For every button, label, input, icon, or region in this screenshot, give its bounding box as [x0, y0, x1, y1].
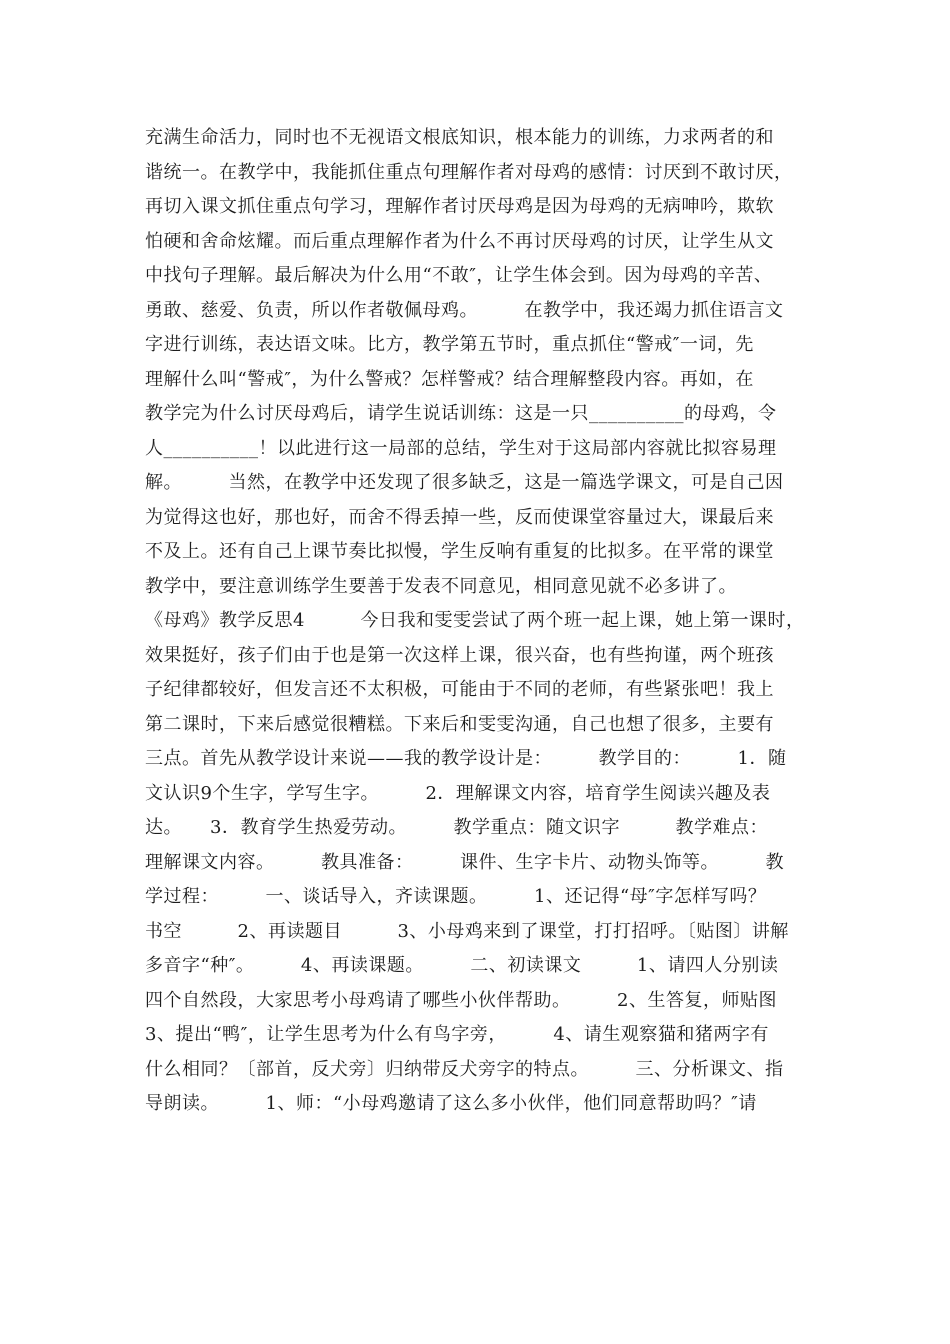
- text-line: 子纪律都较好，但发言还不太积极，可能由于不同的老师，有些紧张吧！我上: [145, 679, 774, 700]
- text-line: 第二课时，下来后感觉很糟糕。下来后和雯雯沟通，自己也想了很多，主要有: [145, 713, 774, 735]
- text-line: 中找句子理解。最后解决为什么用“不敢″，让学生体会到。因为母鸡的辛苦、: [145, 265, 773, 286]
- text-line: 三点。首先从教学设计来说——我的教学设计是： 教学目的： 1．随: [145, 748, 787, 769]
- text-line: 谐统一。在教学中，我能抓住重点句理解作者对母鸡的感情：讨厌到不敢讨厌，: [145, 161, 793, 183]
- text-line: 学过程： 一、谈话导入，齐读课题。 1、还记得“母″字怎样写吗？: [145, 886, 767, 907]
- body-text: [145, 121, 810, 1122]
- text-line: 解。 当然，在教学中还发现了很多缺乏，这是一篇选学课文，可是自己因: [145, 472, 784, 493]
- text-line: 四个自然段，大家思考小母鸡请了哪些小伙伴帮助。 2、生答复，师贴图: [145, 989, 777, 1011]
- text-line: 教学完为什么讨厌母鸡后，请学生说话训练：这是一只__________的母鸡，令: [145, 403, 777, 424]
- text-line: 理解什么叫“警戒″，为什么警戒？怎样警戒？结合理解整段内容。再如，在: [145, 368, 754, 390]
- text-line: 教学中，要注意训练学生要善于发表不同意见，相同意见就不必多讲了。: [145, 575, 737, 597]
- text-line: 《母鸡》教学反思4 今日我和雯雯尝试了两个班一起上课，她上第一课时，: [145, 610, 805, 631]
- text-line: 为觉得这也好，那也好，而舍不得丢掉一些，反而使课堂容量过大，课最后来: [145, 506, 774, 528]
- text-line: 什么相同？〔部首，反犬旁〕归纳带反犬旁字的特点。 三、分析课文、指: [145, 1058, 784, 1080]
- text-line: 人__________！以此进行这一局部的总结，学生对于这局部内容就比拟容易理: [145, 437, 777, 459]
- text-line: 怕硬和舍命炫耀。而后重点理解作者为什么不再讨厌母鸡的讨厌，让学生从文: [145, 230, 774, 252]
- text-line: 效果挺好，孩子们由于也是第一次这样上课，很兴奋，也有些拘谨，两个班孩: [145, 644, 774, 666]
- text-line: 不及上。还有自己上课节奏比拟慢，学生反响有重复的比拟多。在平常的课堂: [145, 541, 774, 562]
- text-line: 书空 2、再读题目 3、小母鸡来到了课堂，打打招呼。〔贴图〕讲解: [145, 920, 789, 942]
- text-line: 3、提出“鸭″，让学生思考为什么有鸟字旁， 4、请生观察猫和猪两字有: [145, 1024, 769, 1045]
- text-line: 理解课文内容。 教具准备： 课件、生字卡片、动物头饰等。 教: [145, 851, 784, 873]
- text-line: 勇敢、慈爱、负责，所以作者敬佩母鸡。 在教学中，我还竭力抓住语言文: [145, 299, 784, 321]
- text-line: 充满生命活力，同时也不无视语文根底知识，根本能力的训练，力求两者的和: [145, 127, 774, 148]
- text-line: 再切入课文抓住重点句学习，理解作者讨厌母鸡是因为母鸡的无病呻吟，欺软: [145, 196, 774, 217]
- text-line: 文认识9个生字，学写生字。 2．理解课文内容，培育学生阅读兴趣及表: [145, 782, 771, 804]
- text-line: 达。 3．教育学生热爱劳动。 教学重点：随文识字 教学难点：: [145, 817, 768, 838]
- text-line: 导朗读。 1、师：“小母鸡邀请了这么多小伙伴，他们同意帮助吗？″请: [145, 1093, 757, 1114]
- text-line: 多音字“种″。 4、再读课题。 二、初读课文 1、请四人分别读: [145, 955, 779, 976]
- text-line: 字进行训练，表达语文味。比方，教学第五节时，重点抓住“警戒″一词，先: [145, 334, 754, 355]
